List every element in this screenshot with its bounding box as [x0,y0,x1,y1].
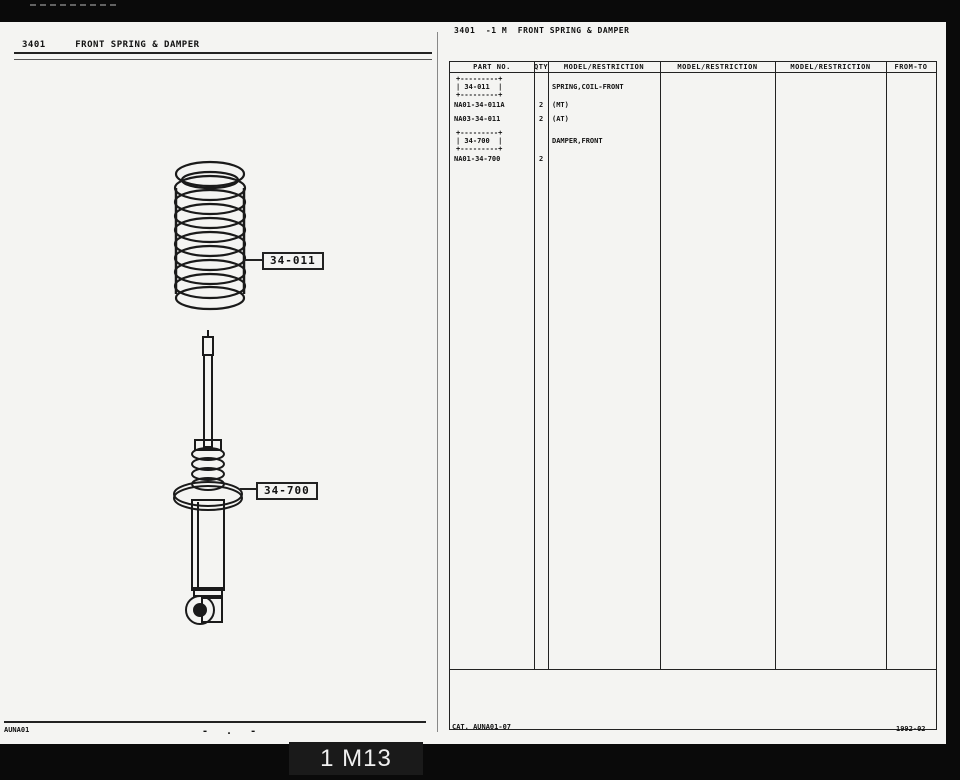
group-box-top: +---------+ [456,129,503,137]
header-model-3: MODEL/RESTRICTION [790,63,871,71]
header-from-to: FROM-TO [894,63,928,71]
column-divider [548,62,549,669]
group-box-top: +---------+ [456,75,503,83]
left-footer-marks: - . - [202,726,263,737]
column-divider [660,62,661,669]
catalog-date: 1992-02 [896,725,926,733]
right-panel-title: 3401 -1 M FRONT SPRING & DAMPER [454,26,630,35]
part-number: NA01-34-700 [454,155,501,163]
callout-damper-label: 34-700 [256,482,318,500]
part-qty: 2 [539,101,544,109]
group-box-bottom: +---------+ [456,145,503,153]
group-code-damper: | 34-700 | [456,137,503,145]
part-restriction: (AT) [552,115,569,123]
part-restriction: (MT) [552,101,569,109]
panel-divider [437,32,438,732]
header-qty: QTY [534,63,549,71]
catalog-sheet [0,22,946,744]
callout-spring-label: 34-011 [262,252,324,270]
coil-spring-drawing [175,162,245,309]
left-footer-rule [4,721,426,723]
header-model-2: MODEL/RESTRICTION [677,63,758,71]
description-damper: DAMPER,FRONT [552,137,603,145]
column-divider [534,62,535,669]
group-code-spring: | 34-011 | [456,83,503,91]
header-model-1: MODEL/RESTRICTION [563,63,645,71]
left-panel-title: 3401 FRONT SPRING & DAMPER [22,40,200,50]
page-section-tab: 1 M13 [289,742,423,775]
part-number: NA01-34-011A [454,101,505,109]
column-divider [886,62,887,669]
group-box-bottom: +---------+ [456,91,503,99]
parts-illustration [0,22,440,744]
part-number: NA03-34-011 [454,115,501,123]
parts-table [449,61,937,730]
scan-artifact [30,4,120,6]
damper-drawing [174,330,242,624]
catalog-code: CAT. AUNA01-07 [452,723,512,731]
description-spring: SPRING,COIL-FRONT [552,83,624,91]
column-divider [775,62,776,669]
header-rule [450,72,936,73]
table-bottom-rule [450,669,936,670]
part-qty: 2 [539,155,544,163]
header-part-no: PART NO. [473,63,511,71]
part-qty: 2 [539,115,544,123]
left-footer-code: AUNA01 [4,726,30,734]
